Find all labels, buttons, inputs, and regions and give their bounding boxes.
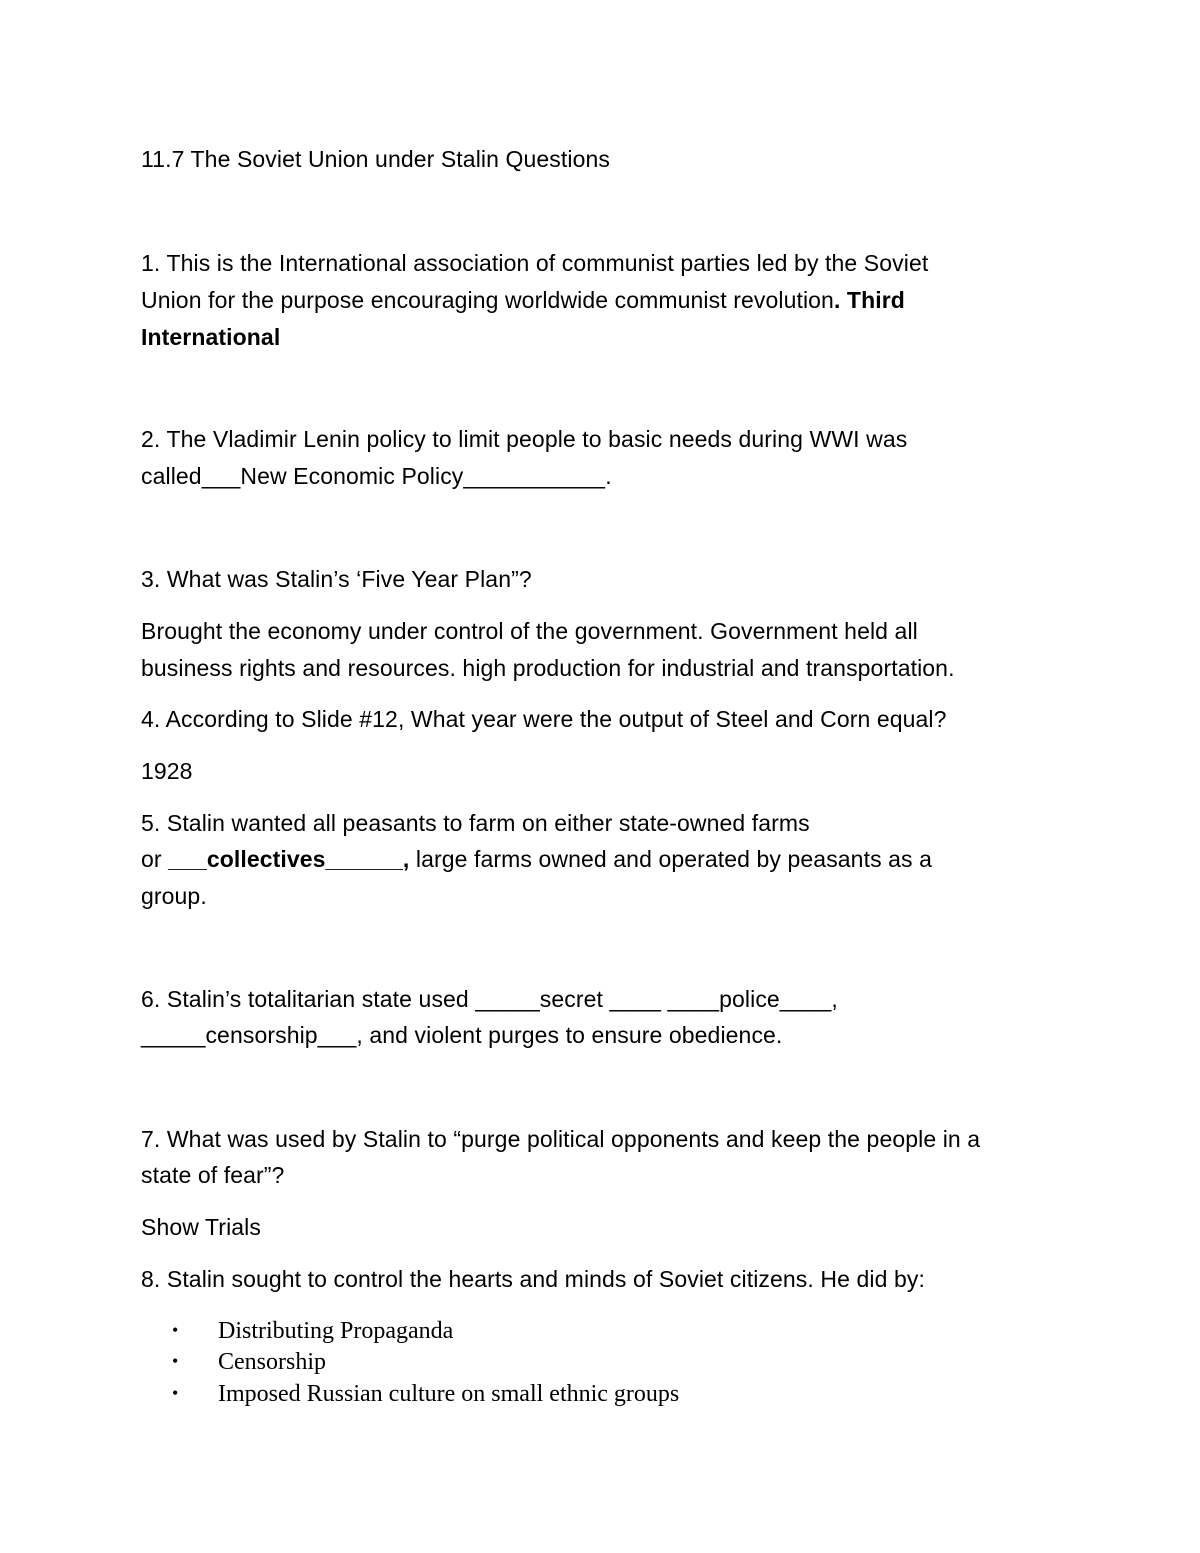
document-title: 11.7 The Soviet Union under Stalin Questions xyxy=(141,146,610,172)
q4-question: 4. According to Slide #12, What year were the output of Steel and Corn equal? xyxy=(141,706,947,732)
q5-text-line-1: 5. Stalin wanted all peasants to farm on either state-owned farms xyxy=(141,810,810,836)
q7-text-line-1: 7. What was used by Stalin to “purge political opponents and keep the people in a xyxy=(141,1126,981,1152)
q1-text: Union for the purpose encouraging worldwide communist revolution xyxy=(141,287,834,313)
q2-text-line-2: called___New Economic Policy___________. xyxy=(141,463,612,489)
q3-question: 3. What was Stalin’s ‘Five Year Plan”? xyxy=(141,566,532,592)
q5-text-line-2 xyxy=(141,841,932,877)
q8-bullet-item xyxy=(172,1377,679,1410)
q8-question: 8. Stalin sought to control the hearts and minds of Soviet citizens. He did by: xyxy=(141,1266,925,1292)
bullet-icon: • xyxy=(172,1351,179,1371)
q6-text-line-2: _____censorship___, and violent purges to ensure obedience. xyxy=(141,1022,783,1048)
q3-answer-line-1: Brought the economy under control of the government. Government held all xyxy=(141,618,918,644)
q3-answer-line-2: business rights and resources. high production for industrial and transportation. xyxy=(141,655,955,681)
q7-text-line-2: state of fear”? xyxy=(141,1162,285,1188)
q5-prefix: or xyxy=(141,846,169,872)
q1-text-line-2 xyxy=(141,282,905,318)
q8-item-text: Imposed Russian culture on small ethnic groups xyxy=(218,1381,680,1407)
bullet-icon: • xyxy=(172,1383,179,1403)
q5-answer: ___collectives______, xyxy=(168,846,410,872)
q4-answer: 1928 xyxy=(141,758,193,784)
q1-text-line-1: 1. This is the International association of communist parties led by the Soviet xyxy=(141,250,929,276)
q8-bullet-item xyxy=(172,1345,326,1378)
q1-answer-part-2: International xyxy=(141,324,281,350)
q8-item-text: Censorship xyxy=(218,1349,326,1375)
q1-answer-part-1: . Third xyxy=(833,287,905,313)
bullet-icon: • xyxy=(172,1320,179,1340)
q6-text-line-1: 6. Stalin’s totalitarian state used _____secret ____ ____police____, xyxy=(141,986,838,1012)
q5-text-line-3: group. xyxy=(141,883,207,909)
q8-bullet-item xyxy=(172,1314,453,1347)
q5-suffix: large farms owned and operated by peasants as a xyxy=(409,846,933,872)
q2-text-line-1: 2. The Vladimir Lenin policy to limit people to basic needs during WWI was xyxy=(141,426,908,452)
q8-item-text: Distributing Propaganda xyxy=(218,1318,454,1344)
q7-answer: Show Trials xyxy=(141,1214,261,1240)
